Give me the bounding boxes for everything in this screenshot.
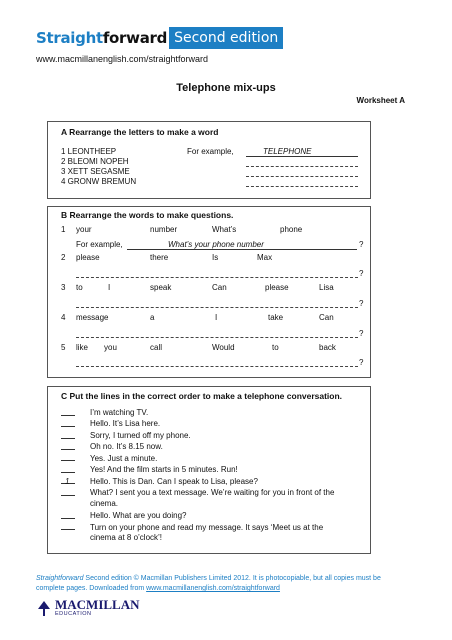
b1-num: 1 [61, 225, 66, 234]
c-order-blank[interactable] [61, 460, 75, 461]
c-line-text: cinema at 8 o’clock’! [90, 533, 163, 543]
b3-word: I [108, 283, 111, 292]
c-order-blank[interactable] [61, 529, 75, 530]
b3-word: to [76, 283, 83, 292]
b2-word: please [76, 253, 100, 262]
b1-qmark: ? [359, 240, 364, 249]
section-c-box [47, 386, 371, 554]
footer-link[interactable]: www.macmillanenglish.com/straightforward [146, 585, 280, 592]
c-order-number: 1 [65, 476, 70, 486]
brand-edition: Second edition [169, 27, 283, 49]
section-a-item-1: 1 LEONTHEEP [61, 147, 117, 156]
footer-text-1: Second edition © Macmillan Publishers Limited 2012. It is photocopiable, but all copies must be [83, 575, 381, 582]
c-order-blank[interactable] [61, 495, 75, 496]
b2-num: 2 [61, 253, 66, 262]
c-line-text: Oh no. It’s 8.15 now. [90, 442, 163, 452]
b1-word: phone [280, 225, 303, 234]
b2-word: Is [212, 253, 219, 262]
b5-word: you [104, 343, 117, 352]
footer [36, 574, 426, 594]
c-line-text: Turn on your phone and read my message. It says ‘Meet us at the [90, 522, 324, 532]
b2-word: there [150, 253, 169, 262]
c-line-text: Yes. Just a minute. [90, 453, 158, 463]
c-line-text: I’m watching TV. [90, 408, 149, 417]
b5-answer-line[interactable] [76, 366, 358, 367]
b5-word: back [319, 343, 336, 352]
macmillan-logo [36, 598, 140, 617]
c-line-text: Hello. What are you doing? [90, 511, 187, 521]
b4-num: 4 [61, 313, 66, 322]
c-line-text: Yes! And the film starts in 5 minutes. Run! [90, 465, 238, 475]
section-a-answer-line-1[interactable] [246, 156, 358, 157]
b5-word: call [150, 343, 163, 352]
macmillan-wordmark: MACMILLAN [55, 597, 140, 612]
b3-word: Can [212, 283, 227, 292]
b1-answer-line[interactable] [127, 249, 357, 250]
b3-num: 3 [61, 283, 66, 292]
b-example-label: For example, [76, 240, 123, 249]
b3-word: please [265, 283, 289, 292]
b1-word: your [76, 225, 92, 234]
b2-qmark: ? [359, 269, 364, 278]
section-a-heading: A Rearrange the letters to make a word [61, 127, 219, 137]
b4-qmark: ? [359, 329, 364, 338]
section-a-item-4: 4 GRONW BREMUN [61, 177, 137, 186]
b5-word: to [272, 343, 279, 352]
c-line-text: Hello. This is Dan. Can I speak to Lisa, please? [90, 476, 258, 486]
b3-word: speak [150, 283, 172, 292]
c-line-text: cinema. [90, 499, 119, 509]
worksheet-label: Worksheet A [356, 96, 405, 105]
b3-answer-line[interactable] [76, 307, 358, 308]
c-order-blank[interactable] [61, 449, 75, 450]
b4-word: Can [319, 313, 334, 322]
b3-qmark: ? [359, 299, 364, 308]
macmillan-education: EDUCATION [55, 611, 92, 617]
macmillan-tree-icon [36, 600, 52, 616]
b5-word: like [76, 343, 89, 352]
b5-word: Would [212, 343, 235, 352]
section-a-item-2: 2 BLEOMI NOPEH [61, 157, 129, 166]
b5-num: 5 [61, 343, 66, 352]
footer-brand: Straightforward [36, 575, 84, 582]
b-example-answer: What’s your phone number [168, 240, 264, 249]
straightforward-logo [36, 27, 283, 49]
page-title: Telephone mix-ups [176, 82, 276, 94]
b3-word: Lisa [319, 283, 334, 292]
section-a-answer-line-2[interactable] [246, 166, 358, 167]
section-a-item-3: 3 XETT SEGASME [61, 167, 130, 176]
header-url[interactable]: www.macmillanenglish.com/straightforward [36, 54, 209, 64]
b1-word: What’s [212, 225, 237, 234]
section-a-answer-line-3[interactable] [246, 176, 358, 177]
b2-word: Max [257, 253, 273, 262]
b4-answer-line[interactable] [76, 337, 358, 338]
b1-word: number [150, 225, 178, 234]
section-a-example-answer: TELEPHONE [263, 147, 312, 156]
c-order-blank[interactable] [61, 472, 75, 473]
b5-qmark: ? [359, 358, 364, 367]
c-line-text: What? I sent you a text message. We’re waiting for you in front of the [90, 488, 335, 498]
brand-straight: Straight [36, 29, 103, 47]
section-b-box [47, 206, 371, 378]
c-order-blank[interactable] [61, 415, 75, 416]
section-c-heading: C Put the lines in the correct order to make a telephone conversation. [61, 391, 343, 401]
c-order-blank[interactable] [61, 518, 75, 519]
section-a-example-label: For example, [187, 147, 234, 156]
c-line-text: Sorry, I turned off my phone. [90, 430, 191, 440]
c-order-blank[interactable] [61, 438, 75, 439]
b4-word: message [76, 313, 109, 322]
b4-word: I [215, 313, 218, 322]
footer-text-2: complete pages. Downloaded from [36, 585, 147, 592]
section-a-answer-line-4[interactable] [246, 186, 358, 187]
b2-answer-line[interactable] [76, 277, 358, 278]
b4-word: take [268, 313, 284, 322]
section-a-box [47, 121, 371, 199]
section-b-heading: B Rearrange the words to make questions. [61, 210, 234, 220]
c-line-text: Hello. It’s Lisa here. [90, 419, 161, 429]
b4-word: a [150, 313, 155, 322]
c-order-blank[interactable] [61, 426, 75, 427]
brand-forward: forward [102, 29, 168, 47]
